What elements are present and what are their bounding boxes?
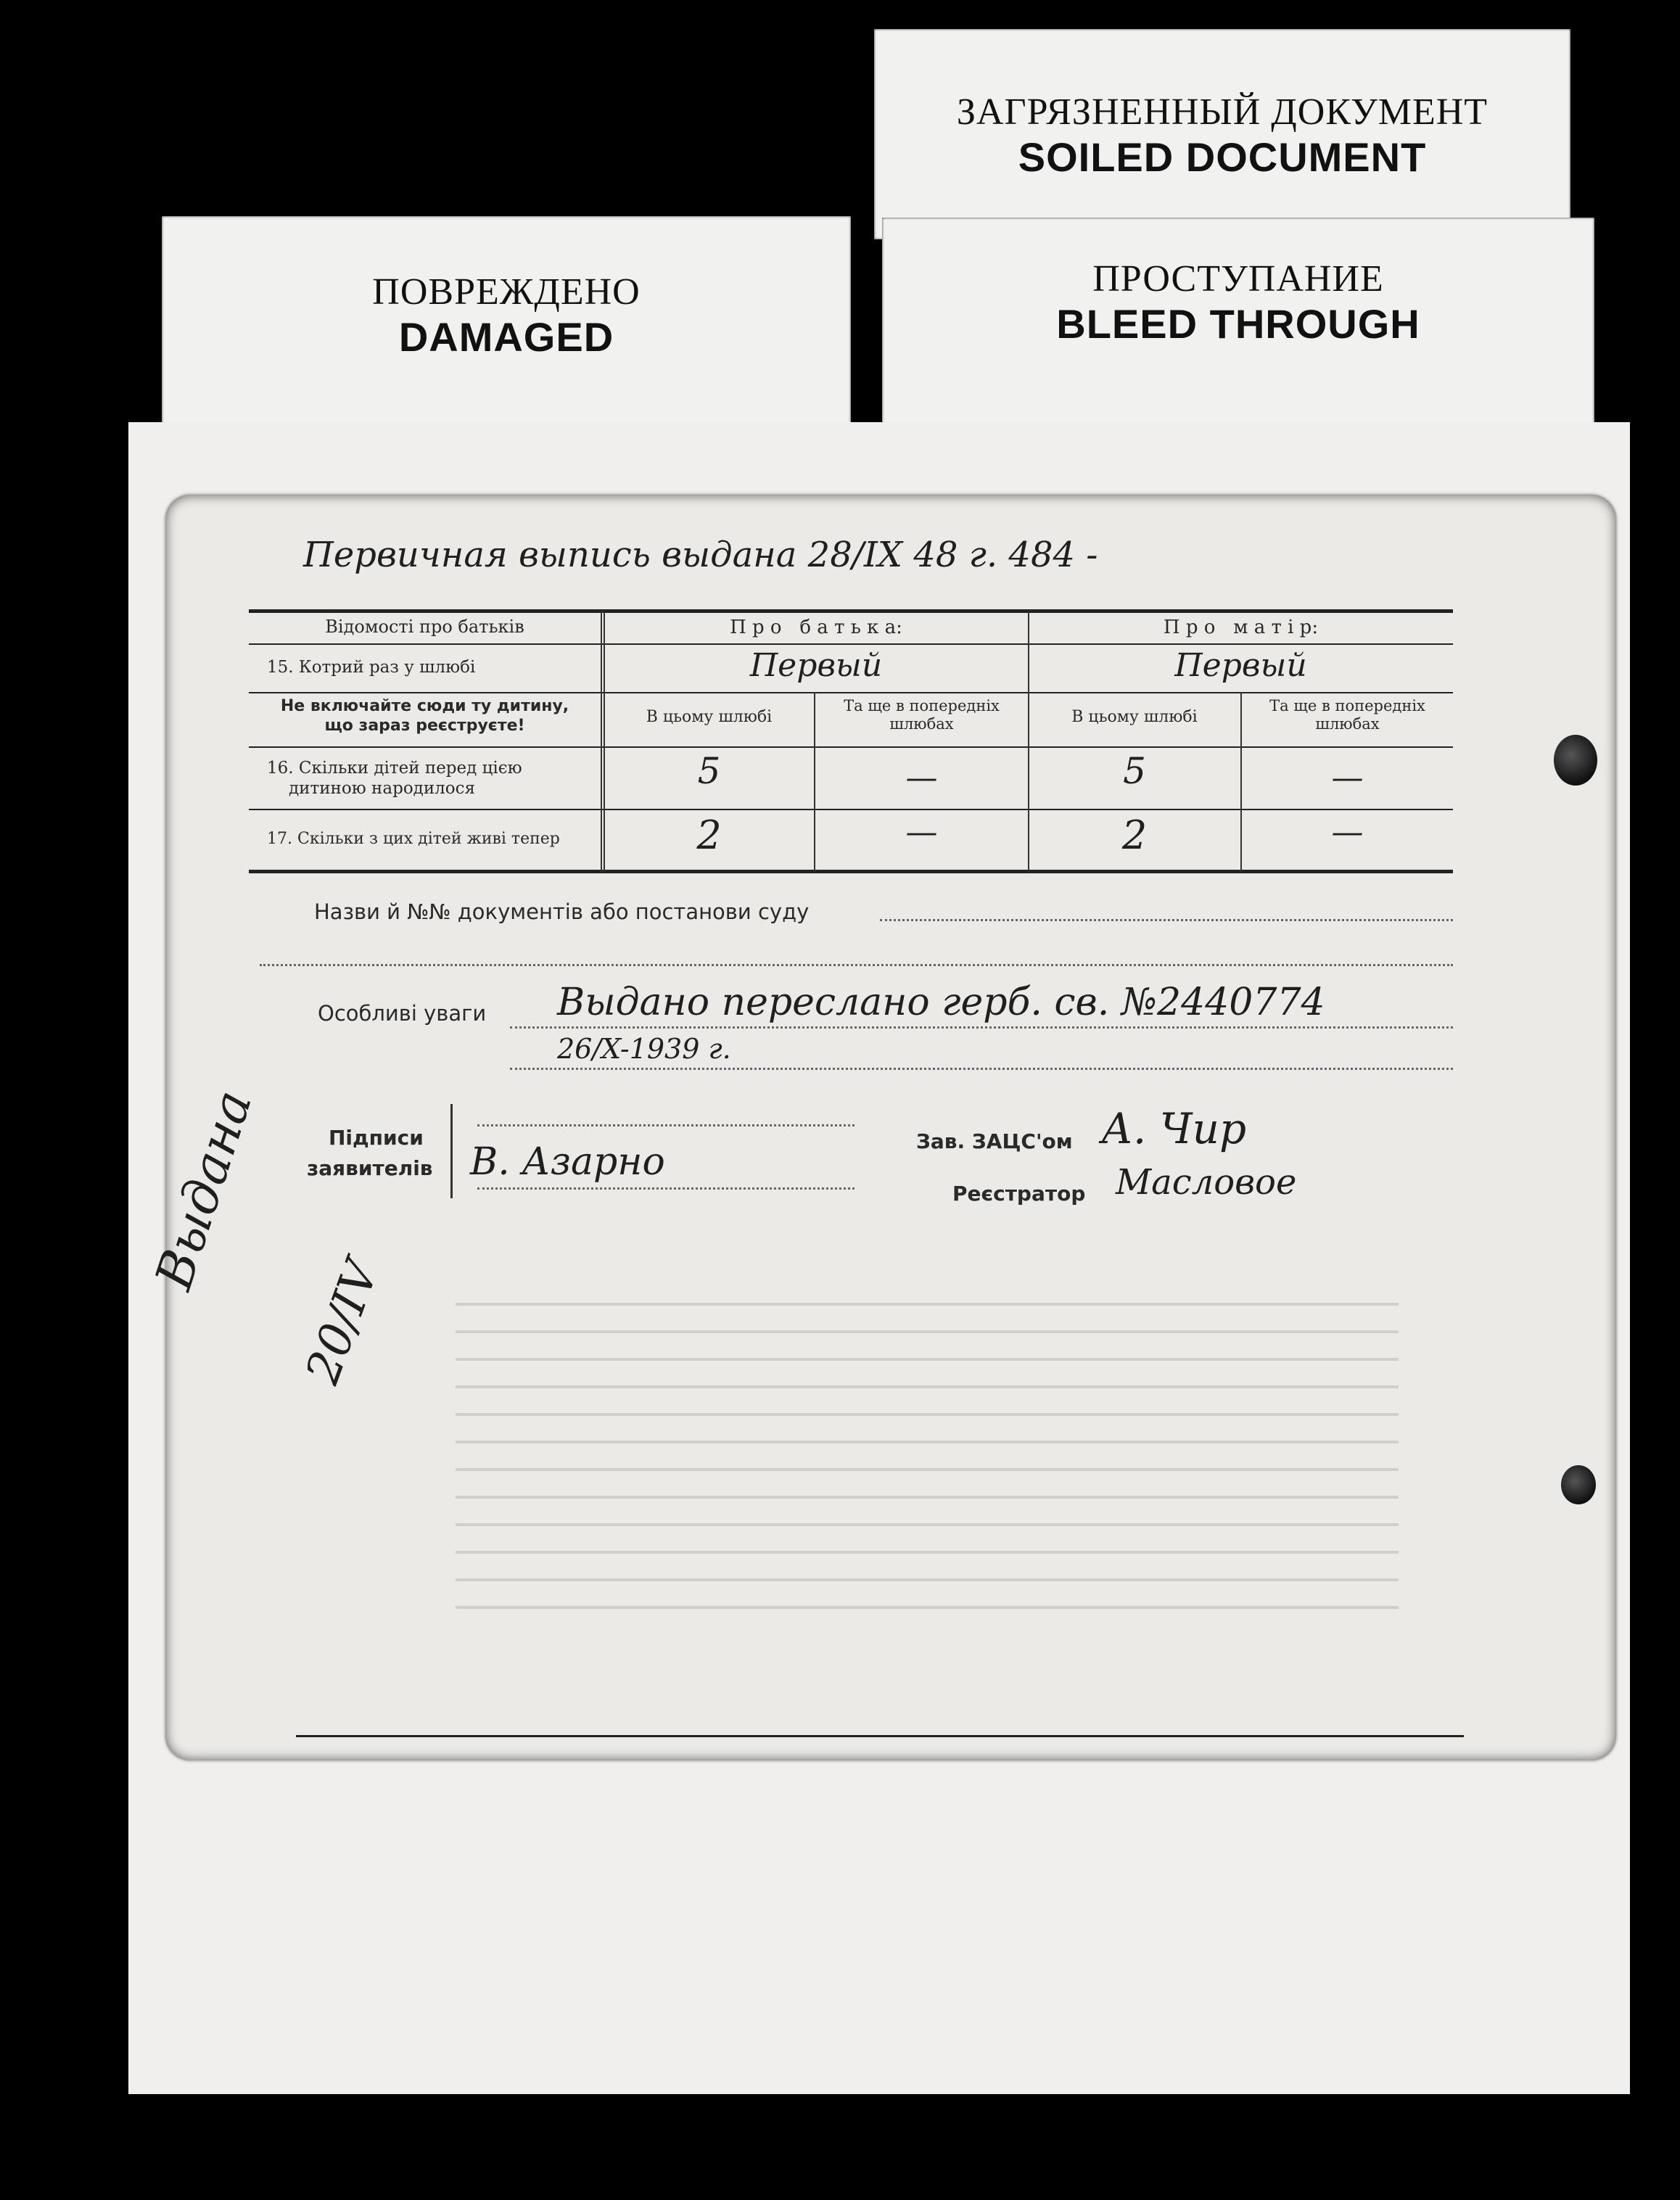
signatures-label-1: Підписи — [329, 1126, 424, 1150]
registrar-label: Реєстратор — [952, 1182, 1086, 1206]
row16-father-this: 5 — [697, 750, 721, 792]
table-bottom-rule — [249, 870, 1453, 873]
bleed-through-area — [456, 1278, 1399, 1626]
remarks-underline-1 — [510, 1026, 1453, 1029]
row16-mother-prev: — — [1331, 759, 1364, 796]
header-parents-info: Відомості про батьків — [325, 617, 524, 637]
row15-mother: Первый — [1174, 647, 1307, 684]
row16-label-1: 16. Скільки дітей перед цією — [267, 759, 522, 778]
table-row15-rule — [249, 692, 1453, 693]
remarks-line-1: Выдано переслано герб. св. №2440774 — [557, 981, 1325, 1024]
applicant-signature: В. Азарно — [470, 1140, 665, 1184]
margin-note-1: Выдана — [144, 1083, 264, 1297]
row16-mother-this: 5 — [1123, 750, 1146, 792]
bleed-label-ru: ПРОСТУПАНИЕ — [1092, 258, 1384, 300]
row17-mother-this: 2 — [1121, 812, 1148, 858]
damaged-label-ru: ПОВРЕЖДЕНО — [372, 271, 641, 313]
mother-prev-2: шлюбах — [1315, 715, 1380, 733]
remarks-line-2: 26/X-1939 г. — [557, 1033, 731, 1065]
header-father: П р о б а т ь к а: — [730, 617, 902, 638]
row17-father-this: 2 — [696, 812, 722, 858]
documents-label: Назви й №№ документів або постанови суду — [314, 899, 810, 924]
margin-note-2: 20/IV — [296, 1253, 390, 1391]
father-prev-1: Та ще в попередніх — [844, 697, 1000, 714]
soiled-document-label — [874, 29, 1570, 239]
table-note-rule — [249, 746, 1453, 748]
row17-label: 17. Скільки з цих дітей живі тепер — [267, 830, 560, 848]
remarks-underline-2 — [510, 1068, 1453, 1070]
signature-bracket — [450, 1104, 453, 1198]
note-label-1: Не включайте сюди ту дитину, — [280, 697, 569, 715]
row16-label-2: дитиною народилося — [289, 779, 476, 798]
col-divider-1 — [601, 611, 602, 872]
table-row16-rule — [249, 809, 1453, 810]
mother-this-marriage: В цьому шлюбі — [1071, 708, 1198, 726]
row15-father: Первый — [749, 647, 883, 684]
head-label: Зав. ЗАЦС'ом — [916, 1129, 1073, 1153]
record-form-card — [144, 495, 1616, 1760]
bleed-through-label — [882, 218, 1594, 435]
damaged-label-en: DAMAGED — [398, 314, 614, 360]
note-label-2: що зараз реєструєте! — [324, 717, 525, 735]
damaged-label — [162, 216, 851, 441]
punch-hole-bottom — [1561, 1465, 1596, 1504]
mother-prev-1: Та ще в попередніх — [1269, 697, 1425, 714]
soiled-label-ru: ЗАГРЯЗНЕННЫЙ ДОКУМЕНТ — [956, 91, 1488, 133]
table-header-rule — [249, 643, 1453, 645]
row16-father-prev: — — [905, 759, 938, 796]
documents-line-2 — [260, 964, 1453, 966]
father-this-marriage: В цьому шлюбі — [646, 708, 773, 726]
punch-hole-top — [1554, 735, 1597, 786]
form-bottom-rule — [296, 1735, 1464, 1737]
row17-father-prev: — — [905, 814, 938, 851]
signature-line-1 — [477, 1124, 855, 1126]
head-signature: А. Чир — [1101, 1104, 1247, 1153]
row15-label: 15. Котрий раз у шлюбі — [267, 658, 476, 677]
row17-mother-prev: — — [1331, 814, 1364, 851]
signatures-label-2: заявителів — [307, 1156, 433, 1180]
remarks-label: Особливі уваги — [318, 1001, 487, 1026]
table-top-rule — [249, 609, 1453, 613]
header-mother: П р о м а т і р: — [1163, 617, 1319, 638]
signature-line-2 — [477, 1187, 855, 1190]
father-prev-2: шлюбах — [889, 715, 954, 733]
soiled-label-en: SOILED DOCUMENT — [1018, 134, 1427, 180]
documents-line-1 — [880, 919, 1453, 921]
registrar-signature: Масловое — [1116, 1162, 1297, 1203]
top-note: Первичная выпись выдана 28/IX 48 г. 484 - — [303, 535, 1098, 575]
bleed-label-en: BLEED THROUGH — [1056, 301, 1420, 347]
